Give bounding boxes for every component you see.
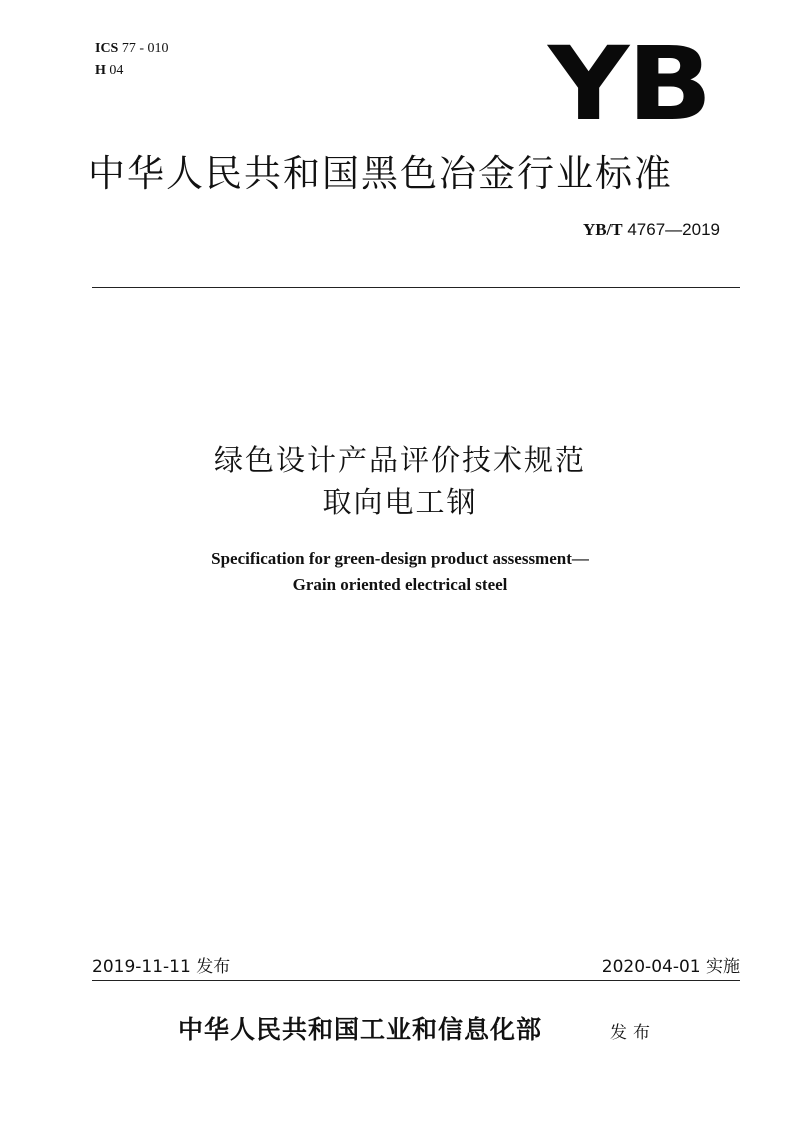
standard-number <box>583 218 720 242</box>
ccs-code <box>95 60 169 82</box>
top-divider <box>92 287 740 288</box>
ics-number: 77 - 010 <box>118 41 169 56</box>
chinese-title-line-2: 取向电工钢 <box>322 485 478 519</box>
standard-code: 4767—2019 <box>622 220 720 239</box>
standard-prefix: YB/T <box>582 220 623 239</box>
ics-prefix: ICS <box>95 41 119 56</box>
issuer-action: 发布 <box>610 1023 656 1043</box>
ics-code <box>95 38 169 60</box>
yb-logo: YB <box>548 25 711 144</box>
ccs-number: 04 <box>105 63 124 78</box>
ccs-prefix: H <box>95 63 106 78</box>
standard-category-title: 中华人民共和国黑色冶金行业标准 <box>88 152 673 195</box>
implementation-date: 2020-04-01 实施 <box>601 957 740 977</box>
chinese-title-line-1: 绿色设计产品评价技术规范 <box>213 443 586 477</box>
english-title-line-1: Specification for green-design product assessment— <box>211 549 589 568</box>
issuing-authority: 中华人民共和国工业和信息化部 <box>178 1015 543 1044</box>
classification-codes <box>95 38 169 82</box>
issue-date: 2019-11-11 发布 <box>92 957 231 977</box>
english-title-line-2: Grain oriented electrical steel <box>292 575 508 594</box>
bottom-divider <box>92 980 740 981</box>
